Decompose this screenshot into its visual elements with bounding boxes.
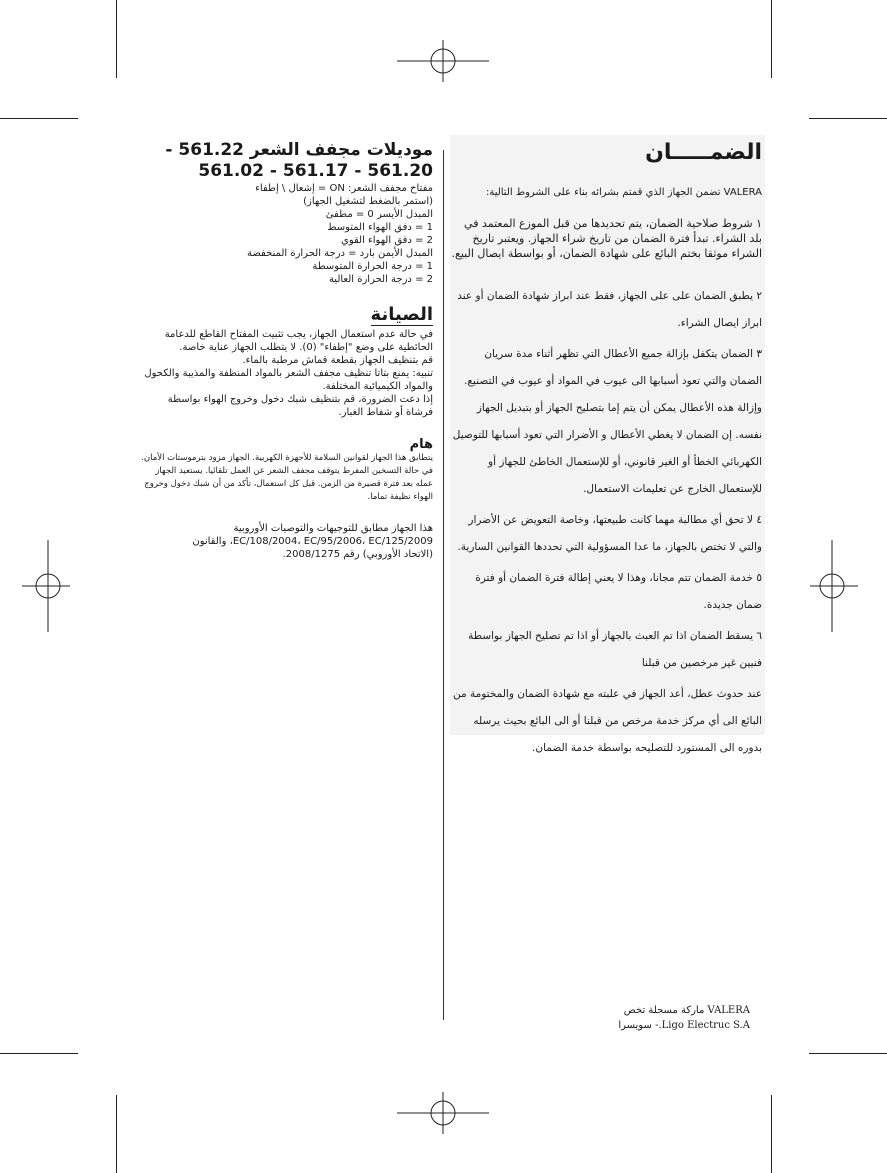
warranty-closing: عند حدوث عطل، أعد الجهاز في علبته مع شهادة الضمان والمختومة من البائع الى أي مركز خدمة مرخص من قبلنا أو الى البائع بحيث يرسله بدوره الى المستورد للتصليحه بواسطة خدمة الضمان.: [453, 688, 762, 754]
crop-mark: [809, 1053, 887, 1054]
warranty-item-5: ٥ خدمة الضمان تتم مجانا، وهذا لا يعني إطالة فترة الضمان أو فترة ضمان جديدة.: [475, 572, 762, 611]
crop-mark: [771, 1095, 772, 1173]
maintenance-line: إذا دعت الضرورة، قم بتنظيف شبك دخول وخروج الهواء بواسطة فرشاة أو شفاط الغبار.: [167, 394, 433, 418]
compliance-section: [138, 522, 433, 561]
compliance-line: هذا الجهاز مطابق للتوجيهات والتوصيات الأوروبية: [233, 523, 433, 534]
warranty-item-3: ٣ الضمان يتكفل بإزالة جميع الأعطال التي تظهر أثناء مدة سريان الضمان والتي تعود أسبابها الى عيوب في المواد أو عيوب في التصنيع. وإزالة هذه الأعطال يمكن أن يتم إما بتصليح الجهاز أو بتبديل الجهاز نفسه. إن الضمان لا يغطي الأعطال و الأضرار التي تعود أسبابها للتوصيل الكهربائي الخطأ أو الغير قانوني، أو للإستعمال الخاطئ للجهاز أو للإستعمال الخارج عن تعليمات الاستعمال.: [452, 348, 762, 495]
switch-line: 2 = درجة الحرارة العالية: [328, 274, 433, 285]
crop-mark: [116, 0, 117, 78]
switch-line: 2 = دفق الهواء القوي: [341, 235, 433, 246]
registration-mark-icon: [22, 540, 70, 632]
switch-line: المبدل الأيسر 0 = مطفئ: [325, 209, 433, 220]
crop-mark: [116, 1095, 117, 1173]
warranty-item-1: ١ شروط صلاحية الضمان، يتم تحديدها من قبل الموزع المعتمد في بلد الشراء. تبدأ فترة الضمان من تاريخ شراء الجهاز. ويعتبر تاريخ الشراء موثقا بختم البائع على شهادة الضمان، أو بواسطة ايصال البيع.: [451, 217, 762, 260]
switch-line: مفتاح مجفف الشعر: ON = إشعال \ إطفاء: [255, 183, 433, 194]
warranty-title: الضمـــــان: [645, 140, 762, 165]
crop-mark: [0, 1053, 78, 1054]
maintenance-line: قم بتنظيف الجهاز بقطعة قماش مرطبة بالماء.: [242, 355, 433, 366]
warranty-item-4: ٤ لا تحق أي مطالبة مهما كانت طبيعتها، وخاصة التعويض عن الأضرار والتي لا تختص بالجهاز، ما عدا المسؤولية التي تحددها القوانين السارية.: [457, 514, 762, 553]
switch-line: 1 = درجة الحرارة المتوسطة: [312, 261, 433, 272]
column-divider: [443, 150, 444, 1020]
crop-mark: [809, 118, 887, 119]
registration-mark-icon: [810, 540, 858, 632]
compliance-line: (الاتحاد الأوروبي) رقم 2008/1275.: [282, 549, 433, 560]
models-title: موديلات مجفف الشعر 561.22 - 561.20 - 561.17 - 561.02: [165, 140, 433, 181]
warranty-item-6: ٦ يسقط الضمان اذا تم العبث بالجهاز أو اذا تم تصليح الجهاز بواسطة فنيين غير مرخصين من قبلنا: [468, 630, 762, 669]
switch-line: (استمر بالضغط لتشغيل الجهاز): [303, 196, 433, 207]
warranty-column: [450, 140, 762, 766]
registration-mark-icon: [397, 1092, 489, 1134]
switch-line: 1 = دفق الهواء المتوسط: [327, 222, 433, 233]
brand-footer: [560, 1003, 750, 1033]
compliance-line: EC/108/2004، EC/95/2006، EC/125/2009، والقانون: [192, 536, 433, 547]
warranty-intro: VALERA تضمن الجهاز الذي قمتم بشرائه بناء على الشروط التالية:: [485, 187, 762, 198]
maintenance-line: تنبيه: يمنع بتاتا تنظيف مجفف الشعر بالمواد المنظفة والمذيبة والكحول والمواد الكيميائية المختلفة.: [144, 368, 433, 392]
important-title: هام: [409, 437, 433, 452]
registration-mark-icon: [397, 40, 489, 82]
switch-line: المبدل الأيمن بارد = درجة الحرارة المنخفضة: [246, 248, 433, 259]
important-section: [138, 437, 433, 504]
important-text: يتطابق هذا الجهاز لقوانين السلامة للأجهزة الكهربية. الجهاز مزود بترموستات الأمان. في حالة التسخين المفرط يتوقف مجفف الشعر عن العمل تلقائيا. يستعيد الجهاز عمله بعد فترة قصيرة من الزمن. قبل كل استعمال، تأكد من أن شبك دخول وخروج الهواء نظيفة تماما.: [141, 453, 433, 502]
warranty-item-2: ٢ يطبق الضمان على على الجهاز، فقط عند ابراز شهادة الضمان أو عند ابراز ايصال الشراء.: [457, 290, 762, 329]
footer-brand-line: VALERA ماركة مسجلة تخص: [623, 1005, 750, 1016]
maintenance-title: الصيانة: [370, 304, 433, 325]
crop-mark: [771, 0, 772, 78]
maintenance-line: في حالة عدم استعمال الجهاز، يجب تثبيت المفتاح القاطع للدعامة الحائطية على وضع "إطفاء" (0). لا يتطلب الجهاز عناية خاصة.: [164, 329, 433, 353]
maintenance-section: [138, 304, 433, 419]
footer-company-line: Ligo Electruc S.A.- سويسرا: [618, 1020, 750, 1031]
models-column: [138, 140, 433, 561]
crop-mark: [0, 118, 78, 119]
